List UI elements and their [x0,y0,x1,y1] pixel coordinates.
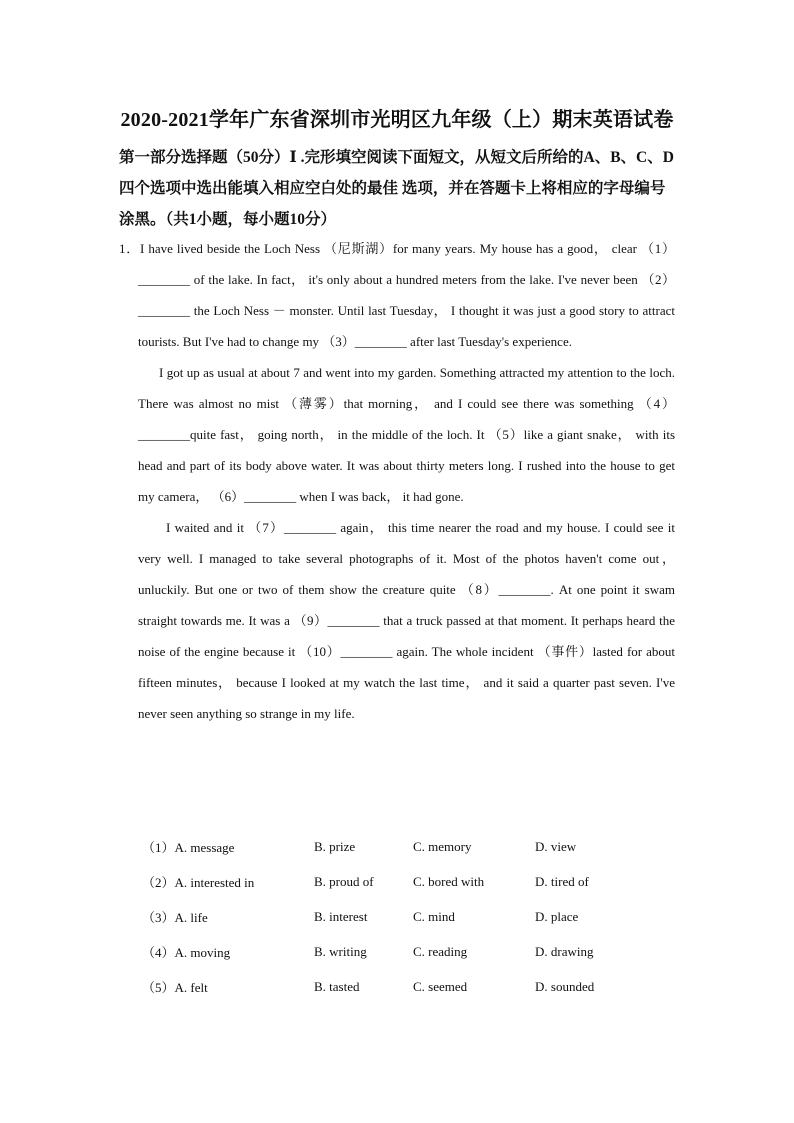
option-row [142,829,662,864]
exam-title: 2020-2021学年广东省深圳市光明区九年级（上）期末英语试卷 [120,109,674,131]
option-d: D. tired of [535,873,589,889]
option-c: C. seemed [413,978,468,994]
option-b: B. interest [314,908,368,924]
passage-paragraph-1: 1．I have lived beside the Loch Ness （尼斯湖）for many years. My house has a good， clear （1）________ of the lake. In fact， it's only about a hundred meters from the lake. I've never been （2）________ the Loch Ness － monster. Until last Tuesday， I thought it was just a good story to attract tourists. But I've had to change my （3）________ after last Tuesday's experience. [119,241,675,349]
option-row [142,969,662,1004]
option-d: D. view [535,838,577,854]
option-a: （4）A. moving [142,945,231,960]
option-a: （3）A. life [142,910,208,925]
option-d: D. sounded [535,978,595,994]
option-d: D. place [535,908,579,924]
option-c: C. mind [413,908,455,924]
option-b: B. tasted [314,978,360,994]
option-b: B. prize [314,838,356,854]
option-b: B. writing [314,943,367,959]
option-c: C. reading [413,943,468,959]
options-table [142,829,662,1004]
option-b: B. proud of [314,873,374,889]
option-a: （2）A. interested in [142,875,255,890]
passage-paragraph-2: I got up as usual at about 7 and went into my garden. Something attracted my attention to the loch. There was almost no mist （薄雾）that morning， and I could see there was something （4）________quite fast， going north， in the middle of the loch. It （5）like a giant snake， with its head and part of its body above water. It was about thirty meters long. I rushed into the house to get my camera， （6）________ when I was back， it had gone. [138,365,675,504]
option-c: C. bored with [413,873,485,889]
option-row [142,864,662,899]
option-a: （1）A. message [142,840,235,855]
section-instructions: 第一部分选择题（50分）Ⅰ .完形填空阅读下面短文，从短文后所给的A、B、C、D四个选项中选出能填入相应空白处的最佳 选项，并在答题卡上将相应的字母编号涂黑。（共1小题，每小题10分） [119,149,674,228]
option-row [142,934,662,969]
passage-paragraph-3: I waited and it （7）________ again， this time nearer the road and my house. I could see it very well. I managed to take several photographs of it. Most of the photos haven't come out， unluckily. But one or two of them show the creature quite （8）________. At one point it swam straight towards me. It was a （9）________ that a truck passed at that moment. It perhaps heard the noise of the engine because it （10）________ again. The whole incident （事件）lasted for about fifteen minutes， because I looked at my watch the last time， and it said a quarter past seven. I've never seen anything so strange in my life. [138,520,675,721]
option-d: D. drawing [535,943,594,959]
option-c: C. memory [413,838,472,854]
cloze-passage [119,233,675,729]
option-a: （5）A. felt [142,980,208,995]
option-row [142,899,662,934]
